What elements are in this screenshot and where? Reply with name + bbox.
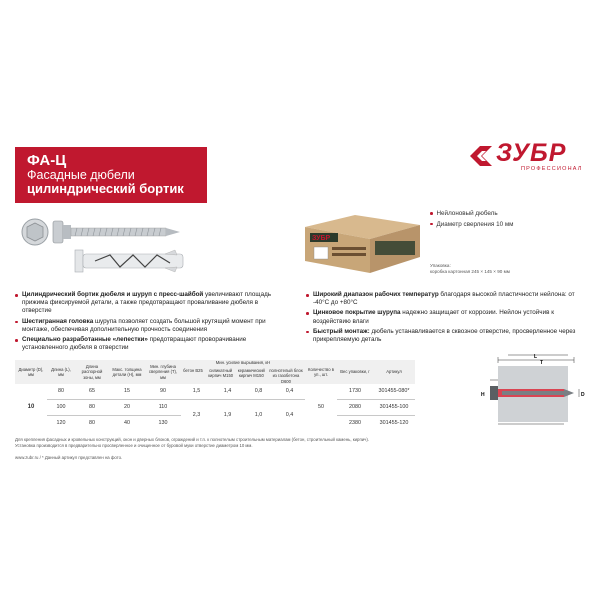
table-header-row: [15, 360, 415, 384]
brand-name: ЗУБР: [496, 139, 567, 167]
col-quantity: Количество в уп., шт.: [305, 360, 337, 384]
cell-zone: 80: [75, 399, 109, 415]
cell-length: 120: [47, 415, 75, 431]
side-bullet: Диаметр сверления 10 мм: [430, 221, 514, 230]
footer-install: Установка производится в предварительно просверленное и очищенное от буровой муки отверстие диаметром 10 мм.: [15, 443, 253, 448]
cell-thickness: 40: [109, 415, 145, 431]
cell-weight: 2380: [337, 415, 373, 431]
product-code: ФА-Ц: [27, 152, 67, 169]
packaging-info: [430, 263, 510, 275]
packaging-size: коробка картонная 245 × 145 × 90 мм: [430, 269, 510, 274]
cell-thickness: 15: [124, 388, 130, 395]
cell-article: 301455-080*: [378, 388, 410, 395]
table-row: [15, 384, 415, 400]
cell-v3: 0,8: [254, 388, 263, 395]
label-h: H: [481, 392, 485, 398]
footer-note: [15, 437, 585, 461]
col-thickness: Макс. толщина детали (H), мм: [109, 360, 145, 384]
table-row: [15, 399, 415, 415]
col-weight: Вес упаковки, г: [337, 360, 373, 384]
col-article: Артикул: [373, 360, 415, 384]
cell-depth: 90: [160, 388, 166, 395]
cell-zone: 65: [89, 388, 95, 395]
cell-v4: 0,4: [285, 388, 294, 395]
feature-item: Быстрый монтаж: дюбель устанавливается в сквозное отверстие, просверленное через прикрепляемую деталь: [306, 328, 586, 344]
side-bullets: [430, 210, 514, 229]
screw-image: [15, 205, 195, 285]
specification-table: [15, 360, 415, 431]
features-right: [306, 291, 586, 346]
feature-item: Широкий диапазон рабочих температур благодаря высокой пластичности нейлона: от -40°С до +80°С: [306, 291, 586, 307]
col-length: Длина (L), мм: [47, 360, 75, 384]
sub-aerated: полнотелый блок из газобетона D600: [269, 368, 303, 384]
dimension-diagram: [478, 352, 590, 430]
zubr-emblem-icon: [468, 144, 494, 168]
col-zone: Длина распорной зоны, мм: [75, 360, 109, 384]
cell-length: 80: [58, 388, 64, 395]
cell-depth: 130: [145, 415, 181, 431]
label-t: T: [540, 360, 544, 366]
cell-zone: 80: [75, 415, 109, 431]
cell-v3-merged: 1,0: [243, 399, 274, 431]
zubr-logo: [468, 140, 586, 176]
col-depth: Мин. глубина сверления (T), мм: [145, 360, 181, 384]
product-subtitle: цилиндрический бортик: [27, 181, 184, 196]
cell-quantity: 50: [318, 404, 324, 411]
cell-diameter: 10: [27, 404, 35, 411]
cell-length: 100: [47, 399, 75, 415]
feature-item: Цилиндрический бортик дюбеля и шуруп с пресс-шайбой увеличивают площадь прижима фиксируемой детали, а также предотвращают проваливание дюбеля в отверстие: [15, 291, 280, 316]
cell-article: 301455-120: [373, 415, 415, 431]
col-diameter: Диаметр (D), мм: [15, 360, 47, 384]
cell-weight: 1730: [349, 388, 361, 395]
cell-v1: 1,5: [192, 388, 201, 395]
col-pullout: Мин. усилие вырывания, кН: [215, 360, 271, 365]
footer-usage: Для крепления фасадных и кровельных конструкций, окон и дверных блоков, ограждений и т.п. к полнотелым строительным материалам (бетон, строительный камень, кирпич).: [15, 437, 370, 442]
cell-thickness: 20: [109, 399, 145, 415]
cell-v1-merged: 2,3: [181, 399, 212, 431]
package-box-image: [300, 205, 425, 275]
cell-v2-merged: 1,9: [212, 399, 243, 431]
product-title-block: [15, 147, 207, 203]
feature-item: Цинковое покрытие шурупа надежно защищает от коррозии. Нейлон устойчив к воздействию влаги: [306, 309, 586, 325]
product-name: Фасадные дюбели: [27, 168, 135, 182]
cell-weight: 2080: [337, 399, 373, 415]
brand-subtitle: ПРОФЕССИОНАЛ: [521, 166, 583, 172]
cell-v4-merged: 0,4: [274, 399, 305, 431]
sub-silicate: силикатный кирпич М150: [208, 368, 234, 379]
sub-ceramic: керамический кирпич М150: [237, 368, 265, 379]
side-bullet: Нейлоновый дюбель: [430, 210, 514, 219]
feature-item: Специально разработанные «лепестки» предотвращают проворачивание установленного дюбеля в отверстии: [15, 336, 280, 352]
label-l: L: [534, 354, 538, 360]
cell-depth: 110: [145, 399, 181, 415]
packaging-label: Упаковка:: [430, 263, 451, 268]
cell-article: 301455-100: [373, 399, 415, 415]
box-brand-label: ЗУБР: [312, 235, 331, 242]
label-d: D: [581, 392, 585, 398]
sub-concrete: бетон В25: [183, 368, 203, 374]
feature-item: Шестигранная головка шурупа позволяет создать большой крутящий момент при монтаже, обеспечивая дополнительную прочность соединения: [15, 318, 280, 334]
cell-v2: 1,4: [223, 388, 232, 395]
footer-link: www.zubr.ru / * Данный артикул представлен на фото.: [15, 455, 123, 460]
features-left: [15, 291, 280, 354]
